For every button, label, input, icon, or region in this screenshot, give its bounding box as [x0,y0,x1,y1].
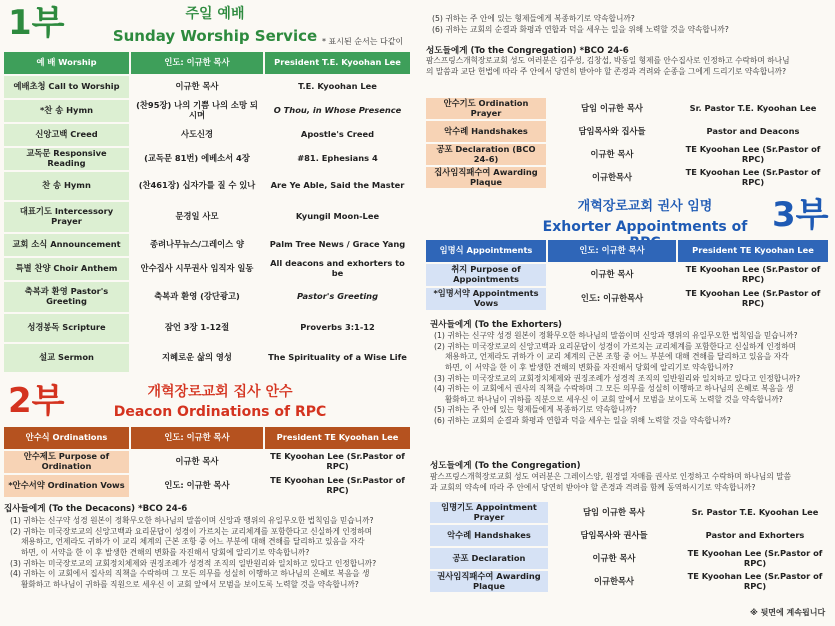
korean-cell: (찬95장) 나의 기쁨 나의 소망 되시며 [136,100,258,120]
table-row [4,282,410,312]
english-cell: TE Kyoohan Lee (Sr.Pastor of RPC) [685,166,821,187]
header-cell: 인도: 이규한 목사 [131,427,263,449]
table-row [4,76,410,98]
label-cell: 악수례 Handshakes [430,525,548,546]
part1-title-ko: 주일 예배 [185,6,245,22]
korean-cell: 안수집사 시무권사 임직자 일동 [140,263,254,274]
label-cell: 성경봉독 Scripture [4,314,129,342]
korean-cell: 이규한 목사 [175,456,219,467]
header-cell: President TE Kyoohan Lee [678,240,828,262]
text-line: (2) 귀하는 미국장로교의 신앙고백과 요리문답이 성경이 가르치는 교리체계를 포함한다고 신실하게 인정하며 [434,341,797,351]
label-cell: 권사임직패수여 Awarding Plaque [430,571,548,592]
table-row [4,124,410,146]
part1-note: * 표시된 순서는 다같이 [322,37,404,46]
text-line: (6) 귀하는 교회의 순결과 화평과 연합과 덕을 세우는 일을 위해 노력할 것을 약속합니까? [432,24,729,34]
label-cell: 취지 Purpose of Appointments [426,264,546,286]
korean-cell: 이규한목사 [591,171,633,182]
korean-cell: 잠언 3장 1-12절 [164,322,230,333]
korean-cell: 담임 이규한 목사 [583,506,645,517]
part2-number: 2부 [8,381,65,421]
label-cell: 공포 Declaration [430,548,548,569]
exhorters-heading: 권사들에게 (To the Exhorters) [430,320,562,330]
label-cell: 임명기도 Appointment Prayer [430,502,548,523]
text-line: (1) 귀하는 신구약 성경 원본이 정확무오한 하나님의 말씀이며 신앙과 행위의 유일무오한 법칙임을 믿습니까? [10,516,374,525]
korean-cell: 사도신경 [180,129,214,140]
label-cell: 악수례 Handshakes [426,121,546,142]
text-line: (4) 귀하는 이 교회에서 권사의 직책을 수락하며 그 모든 의무를 성실히 이행하고 하나님의 은혜로 복음을 생 [434,384,794,394]
english-cell: T.E. Kyoohan Lee [298,81,377,92]
korean-cell: 문경일 사모 [175,211,219,222]
text-line: (5) 귀하는 주 안에 있는 형제들에게 복종하기로 약속합니까? [434,405,637,415]
header-cell: 인도: 이규한 목사 [548,240,676,262]
label-cell: 특별 찬양 Choir Anthem [4,258,129,280]
label-cell: *찬 송 Hymn [4,100,129,122]
part3-title-en: Exhorter Appointments of [542,219,748,235]
text-line: 활화하고 하나님이 귀하를 직분으로 세우신 이 교회 앞에서 모범을 보이도록 노력할 것을 약속합니까? [445,394,783,404]
congregation-heading-1: 성도들에게 (To the Congregation) *BCO 24-6 [426,46,629,56]
table-row [4,148,410,170]
table-row [430,548,830,569]
part1-number: 1부 [8,3,65,43]
table-row [426,121,828,142]
english-cell: Pastor and Deacons [706,125,800,136]
korean-cell: 이규한 목사 [590,148,634,159]
english-cell: Proverbs 3:1-12 [300,322,375,333]
english-cell: TE Kyoohan Lee (Sr.Pastor of RPC) [685,264,821,284]
congregation-text-2 [430,472,832,493]
exhorters-vows [434,331,832,427]
korean-cell: 인도: 이규한목사 [580,293,644,304]
english-cell: TE Kyoohan Lee (Sr.Pastor of RPC) [685,288,821,308]
english-cell: O Thou, in Whose Presence [273,105,402,116]
english-cell: Kyungil Moon-Lee [295,211,380,222]
text-line: (5) 귀하는 주 안에 있는 형제들에게 복종하기로 약속합니까? [432,14,635,23]
label-cell: 안수기도 Ordination Prayer [426,98,546,119]
ordination-table [2,425,412,499]
korean-cell: 담임목사와 권사들 [580,529,648,540]
deacons-vows [10,516,410,590]
label-cell: 신앙고백 Creed [4,124,129,146]
congregation-text-1 [426,56,831,77]
english-cell: Sr. Pastor T.E. Kyoohan Lee [691,506,819,517]
table-row [4,451,410,473]
korean-cell: 축복과 환영 (강단광고) [154,291,240,302]
table-row [430,571,830,592]
english-cell: The Spirituality of a Wise Life [268,352,407,363]
header-cell: 임명식 Appointments [426,240,546,262]
korean-cell: 이규한 목사 [592,552,636,563]
label-cell: *임명서약 Appointments Vows [426,288,546,310]
text-line: (2) 귀하는 미국장로교의 신앙고백과 요리문답이 성경이 가르치는 교리체계를 포함한다고 신실하게 인정하며 [10,526,373,536]
worship-table [2,50,412,374]
text-line: 하면, 이 서약을 한 이 후 발생한 견해의 변화를 자진해서 당회에 알리기로 약속합니까? [445,362,734,372]
english-cell: TE Kyoohan Lee (Sr.Pastor of RPC) [687,570,823,591]
header-cell: 인도: 이규한 목사 [131,52,263,74]
header-cell: President TE Kyoohan Lee [265,427,410,449]
table-row [4,202,410,232]
ordination-steps-table [424,96,830,190]
text-line: (3) 귀하는 미국장로교의 교회정치체제와 권징조례가 성경적 조직의 일반원리와 일치하고 있다고 인정합니까? [434,373,801,383]
table-row [4,258,410,280]
table-row [426,264,828,286]
text-line: 채용하고, 언제라도 귀하가 이 교리 체계의 근본 조항 중 어느 부분에 대해 견해를 달리하고 있음을 자각 [445,352,789,362]
english-cell: Sr. Pastor T.E. Kyoohan Lee [689,102,817,113]
congregation-heading-2: 성도들에게 (To the Congregation) [430,461,581,471]
korean-cell: 이규한 목사 [175,81,219,92]
english-cell: Are Ye Able, Said the Master [270,180,405,191]
table-row [430,525,830,546]
table-row [426,144,828,165]
english-cell: Pastor's Greeting [296,291,379,302]
appointment-table [424,238,830,312]
korean-cell: (찬461장) 십자가를 질 수 있나 [138,180,256,191]
part3-title-ko: 개혁장로교회 권사 임명 [577,199,713,214]
text-line: 활화하고 하나님이 귀하를 직원으로 세우신 이 교회 앞에서 모범을 보이도록 노력할 것을 약속합니까? [21,579,359,589]
table-row [426,98,828,119]
table-row [4,234,410,256]
text-line: 의 말씀과 교단 헌법에 따라 주 안에서 당연히 받아야 할 존경과 격려와 순종을 그에게 드리기로 약속합니까? [426,66,787,76]
english-cell: Palm Tree News / Grace Yang [269,239,406,250]
label-cell: 교회 소식 Announcement [4,234,129,256]
header-cell: President T.E. Kyoohan Lee [265,52,410,74]
table-row [4,314,410,342]
part3-number: 3부 [772,195,829,235]
header-cell: 안수식 Ordinations [4,427,129,449]
label-cell: 찬 송 Hymn [4,172,129,200]
table-row [4,344,410,372]
table-row [4,475,410,497]
korean-cell: 지혜로운 삶의 영성 [162,352,232,363]
text-line: (6) 귀하는 교회의 순결과 화평과 연합과 덕을 세우는 일을 위해 노력할 것을 약속합니까? [434,416,731,425]
korean-cell: 이규한목사 [593,575,635,586]
english-cell: TE Kyoohan Lee (Sr.Pastor of RPC) [270,475,405,495]
label-cell: 설교 Sermon [4,344,129,372]
korean-cell: 이규한 목사 [590,269,634,280]
table-row [4,100,410,122]
table-row [426,167,828,188]
korean-cell: 종려나무뉴스/그레이스 양 [149,239,245,250]
korean-cell: 담임목사와 집사들 [578,125,646,136]
english-cell: Apostle's Creed [300,129,375,140]
text-line: 팜스프링스개혁장로교회 성도 여러분은 그레이스양, 원경열 자매를 권사로 인정하고 수락하며 하나님의 말씀 [430,472,792,481]
table-row [4,172,410,200]
english-cell: TE Kyoohan Lee (Sr.Pastor of RPC) [685,143,821,164]
part2-title-en: Deacon Ordinations of RPC [113,404,327,420]
text-line: 과 교회의 약속에 따라 주 안에서 당연히 받아야 할 존경과 격려를 함께 동역하시기로 약속합니까? [430,482,756,492]
header-cell: 예 배 Worship [4,52,129,74]
text-line: 채용하고, 언제라도 귀하가 이 교리 체계의 근본 조항 중 어느 부분에 대해 견해를 달리하고 있음을 자각 [21,537,365,547]
label-cell: 안수제도 Purpose of Ordination [4,451,129,473]
english-cell: Pastor and Exhorters [705,529,805,540]
label-cell: 축복과 환영 Pastor's Greeting [4,282,129,312]
label-cell: 대표기도 Intercessory Prayer [4,202,129,232]
continued-note: ※ 뒷면에 계속됩니다 [750,608,826,617]
text-line: (4) 귀하는 이 교회에서 집사의 직책을 수락하며 그 모든 의무를 성실히 이행하고 하나님의 은혜로 복음을 생 [10,569,370,579]
text-line: 하면, 이 서약을 한 이 후 발생한 견해의 변화를 자진해서 당회에 알리기로 약속합니까? [21,547,310,557]
text-line: (3) 귀하는 미국장로교의 교회정치체제와 권징조례가 성경적 조직의 일반원리와 일치하고 있다고 인정합니까? [10,558,377,568]
label-cell: 예배초청 Call to Worship [4,76,129,98]
deacons-heading: 집사들에게 (To the Decacons) *BCO 24-6 [4,504,188,514]
korean-cell: 담임 이규한 목사 [581,102,643,113]
text-line: (1) 귀하는 신구약 성경 원본이 정확무오한 하나님의 말씀이며 신앙과 행위의 유일무오한 법칙임을 믿습니까? [434,331,798,340]
korean-cell: (교독문 81번) 에베소서 4장 [144,153,250,164]
vows-continued [432,14,832,35]
korean-cell: 인도: 이규한 목사 [164,480,230,491]
appointment-steps-table [428,500,832,594]
english-cell: #81. Ephesians 4 [297,153,378,164]
english-cell: TE Kyoohan Lee (Sr.Pastor of RPC) [270,451,405,471]
part2-title-ko: 개혁장로교회 집사 안수 [147,384,293,400]
label-cell: *안수서약 Ordination Vows [4,475,129,497]
text-line: 팜스프링스개혁장로교회 성도 여러분은 김주성, 김창섭, 박동일 형제를 안수집사로 인정하고 수락하며 하나님 [426,56,790,65]
part1-title-en: Sunday Worship Service [112,27,318,45]
english-cell: TE Kyoohan Lee (Sr.Pastor of RPC) [687,547,823,568]
table-row [426,288,828,310]
table-row [430,502,830,523]
english-cell: All deacons and exhorters to be [270,258,405,278]
label-cell: 집사임직패수여 Awarding Plaque [426,167,546,188]
label-cell: 교독문 Responsive Reading [4,148,129,170]
label-cell: 공포 Declaration (BCO 24-6) [426,144,546,165]
